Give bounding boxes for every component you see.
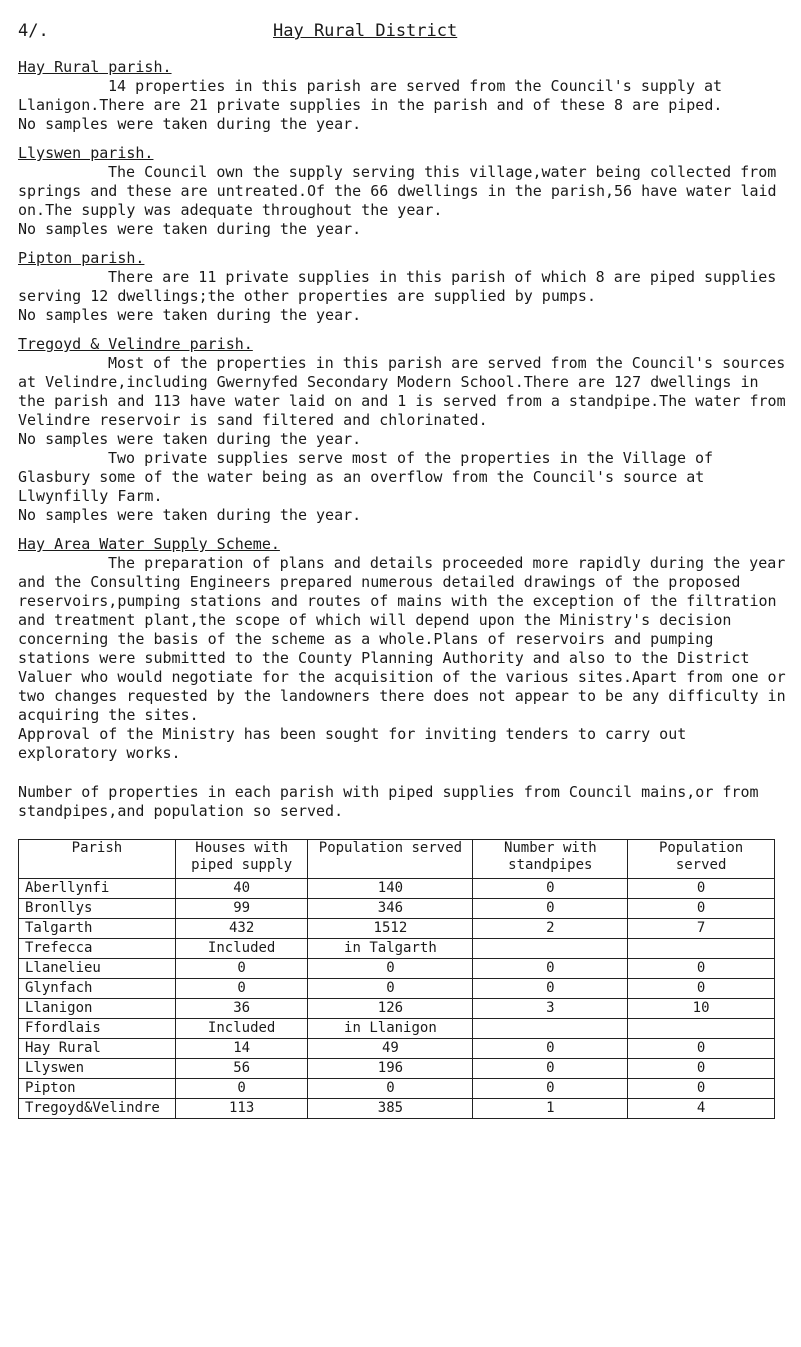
table-cell: 126 [308, 999, 473, 1019]
district-title: Hay Rural District [273, 21, 458, 41]
table-cell: 140 [308, 879, 473, 899]
table-cell: 14 [175, 1039, 308, 1059]
table-cell: Pipton [19, 1079, 176, 1099]
table-cell: 0 [628, 979, 775, 999]
column-header: Population served [628, 840, 775, 879]
table-cell: 7 [628, 919, 775, 939]
table-row [19, 1059, 775, 1079]
paragraph: The Council own the supply serving this village,water being collected from springs and these are untreated.Of the 66 dwellings in the parish,56 have water laid on.The supply was adequate throughout the year. [18, 163, 786, 219]
section-llyswen [18, 144, 788, 239]
table-cell: 36 [175, 999, 308, 1019]
table-row [19, 919, 775, 939]
paragraph: Most of the properties in this parish are served from the Council's sources at Velindre,including Gwernyfed Secondary Modern School.There are 127 dwellings in the parish and 113 have water laid on and 1 is served from a standpipe.The water from Velindre reservoir is sand filtered and chlorinated. [18, 354, 795, 429]
table-cell: 0 [473, 899, 628, 919]
table-row [19, 979, 775, 999]
table-cell: 0 [308, 1079, 473, 1099]
paragraph: No samples were taken during the year. [18, 220, 362, 238]
table-cell: Llyswen [19, 1059, 176, 1079]
table-cell: 0 [628, 959, 775, 979]
table-cell: 0 [628, 899, 775, 919]
table-cell: 0 [628, 1059, 775, 1079]
section-water-scheme [18, 535, 795, 763]
table-cell: 0 [473, 1059, 628, 1079]
page-header [18, 22, 788, 48]
table-cell: 2 [473, 919, 628, 939]
table-cell: Included [175, 939, 308, 959]
table-cell: 0 [175, 1079, 308, 1099]
table-cell: 4 [628, 1099, 775, 1119]
table-row [19, 1019, 775, 1039]
table-row [19, 1079, 775, 1099]
table-cell: Trefecca [19, 939, 176, 959]
document-page [18, 21, 795, 1119]
table-row [19, 899, 775, 919]
table-cell: 196 [308, 1059, 473, 1079]
table-cell: 99 [175, 899, 308, 919]
table-cell: 0 [628, 1039, 775, 1059]
paragraph: No samples were taken during the year. [18, 115, 362, 133]
table-cell: 0 [628, 1079, 775, 1099]
table-cell: Llanelieu [19, 959, 176, 979]
table-cell: 1 [473, 1099, 628, 1119]
table-intro: Number of properties in each parish with piped supplies from Council mains,or from standpipes,and population so served. [18, 783, 768, 820]
table-cell: 49 [308, 1039, 473, 1059]
page-number: 4/. [18, 21, 49, 41]
table-row [19, 879, 775, 899]
paragraph: Two private supplies serve most of the properties in the Village of Glasbury some of the water being as an overflow from the Council's source at Llwynfilly Farm. [18, 449, 723, 505]
column-header: Population served [308, 840, 473, 879]
section-tregoyd-velindre [18, 335, 795, 525]
table-cell [628, 939, 775, 959]
table-row [19, 1099, 775, 1119]
table-cell: 0 [308, 979, 473, 999]
table-body [19, 879, 775, 1119]
table-row [19, 959, 775, 979]
table-cell: 113 [175, 1099, 308, 1119]
section-heading: Tregoyd & Velindre parish. [18, 335, 253, 353]
table-cell: 56 [175, 1059, 308, 1079]
table-cell: 346 [308, 899, 473, 919]
column-header: Houses with piped supply [175, 840, 308, 879]
table-row [19, 999, 775, 1019]
table-cell: 3 [473, 999, 628, 1019]
table-header-row [19, 840, 775, 879]
table-cell: Bronllys [19, 899, 176, 919]
table-cell: 0 [628, 879, 775, 899]
section-hay-rural [18, 58, 788, 134]
table-cell: 0 [473, 959, 628, 979]
section-heading: Hay Area Water Supply Scheme. [18, 535, 280, 553]
table-cell: 1512 [308, 919, 473, 939]
section-pipton [18, 249, 788, 325]
paragraph: The preparation of plans and details proceeded more rapidly during the year and the Consulting Engineers prepared numerous detailed drawings of the proposed reservoirs,pumping stations and routes of mains with the exception of the filtration and treatment plant,the scope of which will depend upon the Ministry's decision concerning the basis of the scheme as a whole.Plans of reservoirs and pumping stations were submitted to the County Planning Authority and also to the District Valuer who would negotiate for the acquisition of the various sites.Apart from one or two changes requested by the landowners there does not appear to be any difficulty in acquiring the sites. [18, 554, 795, 724]
table-cell: Included [175, 1019, 308, 1039]
table-cell: 0 [473, 979, 628, 999]
table-cell: Glynfach [19, 979, 176, 999]
column-header: Parish [19, 840, 176, 879]
table-cell: 432 [175, 919, 308, 939]
table-cell: in Llanigon [308, 1019, 473, 1039]
table-cell: Llanigon [19, 999, 176, 1019]
table-cell: 10 [628, 999, 775, 1019]
section-heading: Pipton parish. [18, 249, 145, 267]
table-cell: Tregoyd&Velindre [19, 1099, 176, 1119]
paragraph: No samples were taken during the year. [18, 506, 362, 524]
paragraph: There are 11 private supplies in this parish of which 8 are piped supplies serving 12 dwellings;the other properties are supplied by pumps. [18, 268, 786, 305]
table-cell: 0 [308, 959, 473, 979]
table-row [19, 1039, 775, 1059]
table-cell [628, 1019, 775, 1039]
table-cell: 40 [175, 879, 308, 899]
table-cell: 0 [175, 959, 308, 979]
table-cell: 385 [308, 1099, 473, 1119]
section-heading: Hay Rural parish. [18, 58, 172, 76]
table-cell: Talgarth [19, 919, 176, 939]
table-cell [473, 1019, 628, 1039]
table-cell: 0 [473, 1039, 628, 1059]
section-heading: Llyswen parish. [18, 144, 154, 162]
table-cell: Aberllynfi [19, 879, 176, 899]
column-header: Number with standpipes [473, 840, 628, 879]
paragraph: 14 properties in this parish are served from the Council's supply at Llanigon.There are 21 private supplies in the parish and of these 8 are piped. [18, 77, 732, 114]
table-cell: Hay Rural [19, 1039, 176, 1059]
supply-table [18, 839, 775, 1119]
table-cell: in Talgarth [308, 939, 473, 959]
table-row [19, 939, 775, 959]
table-cell [473, 939, 628, 959]
table-cell: 0 [473, 879, 628, 899]
paragraph: No samples were taken during the year. [18, 306, 362, 324]
paragraph: Approval of the Ministry has been sought for inviting tenders to carry out exploratory works. [18, 725, 696, 762]
table-cell: 0 [175, 979, 308, 999]
table-cell: 0 [473, 1079, 628, 1099]
paragraph: No samples were taken during the year. [18, 430, 362, 448]
table-cell: Ffordlais [19, 1019, 176, 1039]
